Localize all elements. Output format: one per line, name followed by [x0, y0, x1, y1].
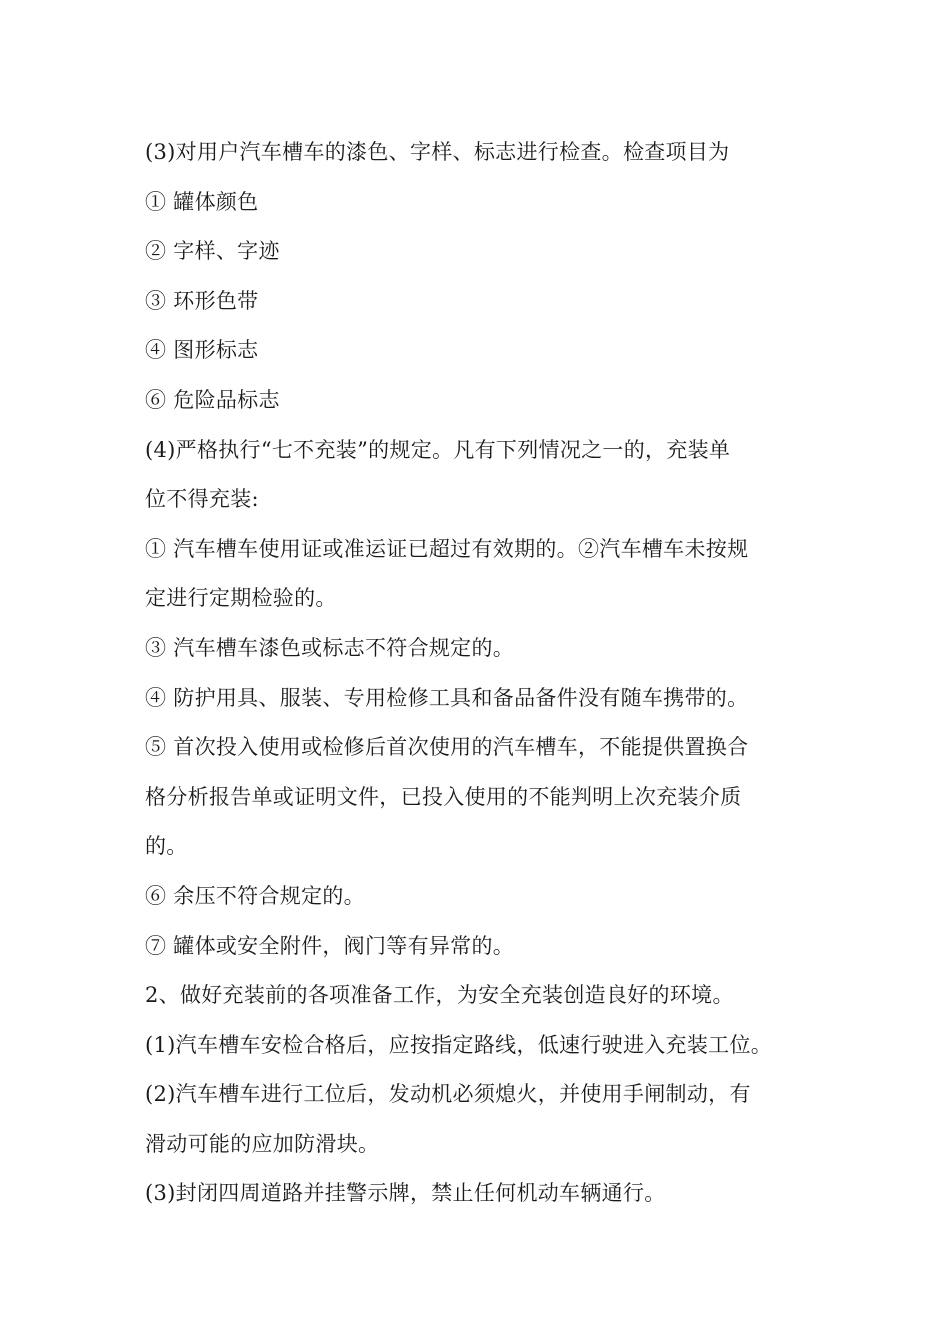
text-line-seven-rules-intro: (4)严格执行“七不充装”的规定。凡有下列情况之一的，充装单: [145, 437, 731, 462]
document-body: [145, 128, 825, 1219]
text-line-rule-5-end: 的。: [145, 834, 188, 859]
text-line-item-color-band: ③ 环形色带: [145, 288, 259, 313]
text-line-rule-3: ③ 汽车槽车漆色或标志不符合规定的。: [145, 635, 515, 660]
text-line-rule-6: ⑥ 余压不符合规定的。: [145, 883, 365, 908]
text-line-seven-rules-intro-cont: 位不得充装:: [145, 487, 259, 512]
text-line-prep-3: (3)封闭四周道路并挂警示牌，禁止任何机动车辆通行。: [145, 1181, 666, 1206]
text-line-rule-1-2: ① 汽车槽车使用证或准运证已超过有效期的。②汽车槽车未按规: [145, 536, 749, 561]
text-line-rule-5: ⑤ 首次投入使用或检修后首次使用的汽车槽车，不能提供置换合: [145, 735, 749, 760]
text-line-item-tank-color: ① 罐体颜色: [145, 189, 259, 214]
text-line-prep-2-cont: 滑动可能的应加防滑块。: [145, 1131, 380, 1156]
text-line-item-hazard-mark: ⑥ 危险品标志: [145, 387, 280, 412]
text-line-rule-4: ④ 防护用具、服装、专用检修工具和备品备件没有随车携带的。: [145, 685, 749, 710]
text-line-inspection-intro: (3)对用户汽车槽车的漆色、字样、标志进行检查。检查项目为: [145, 140, 730, 164]
text-line-item-graphic-mark: ④ 图形标志: [145, 338, 259, 363]
text-line-section-2-heading: 2、做好充装前的各项准备工作，为安全充装创造良好的环境。: [145, 983, 734, 1008]
text-line-prep-1: (1)汽车槽车安检合格后，应按指定路线，低速行驶进入充装工位。: [145, 1032, 773, 1057]
text-line-rule-2-cont: 定进行定期检验的。: [145, 586, 337, 611]
text-line-rule-5-cont: 格分析报告单或证明文件，已投入使用的不能判明上次充装介质: [145, 784, 742, 809]
text-line-item-lettering: ② 字样、字迹: [145, 239, 280, 264]
text-line-prep-2: (2)汽车槽车进行工位后，发动机必须熄火，并使用手闸制动，有: [145, 1082, 751, 1107]
text-line-rule-7: ⑦ 罐体或安全附件，阀门等有异常的。: [145, 933, 515, 958]
